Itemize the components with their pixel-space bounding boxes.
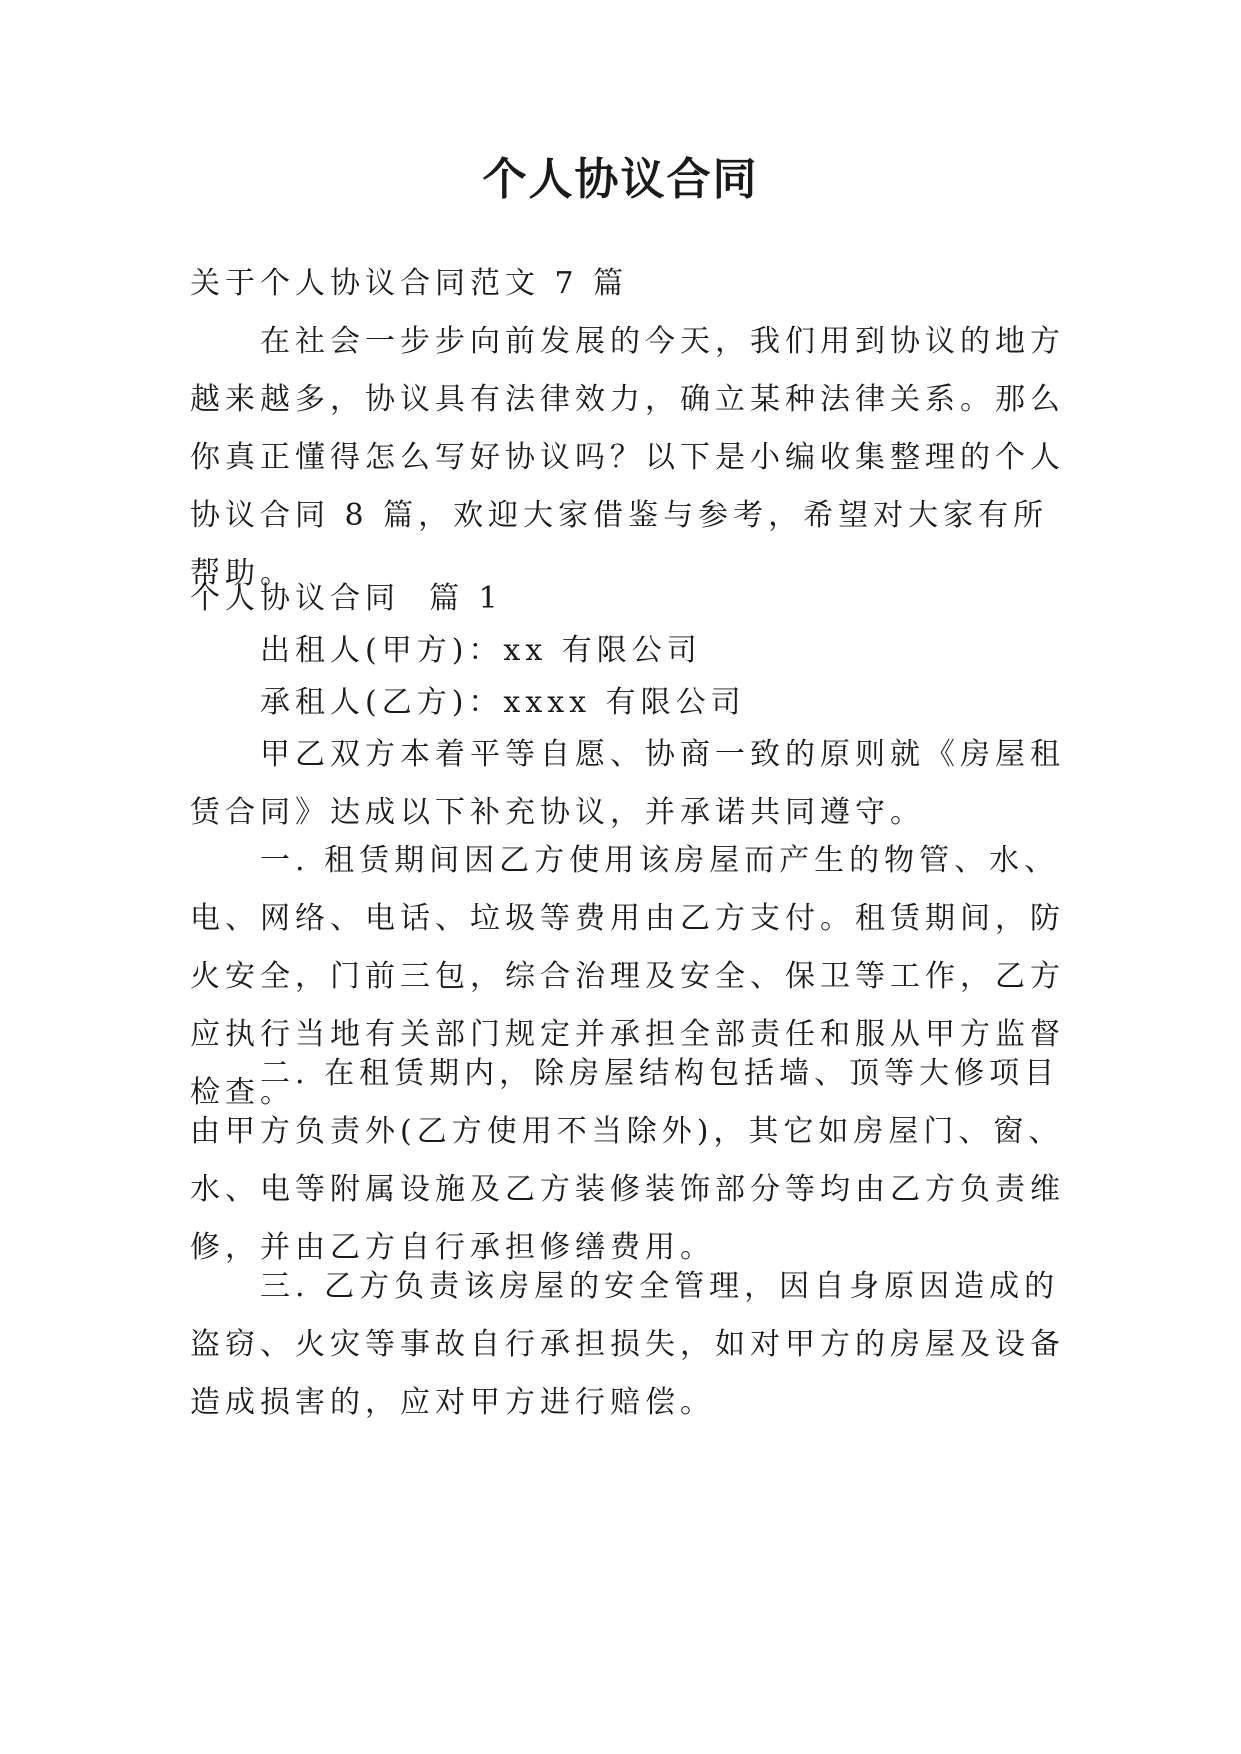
intro-paragraph: 在社会一步步向前发展的今天，我们用到协议的地方越来越多，协议具有法律效力，确立某种法律关系。那么你真正懂得怎么写好协议吗？以下是小编收集整理的个人协议合同 8 篇，欢迎大家借鉴与参考，希望对大家有所帮助。	[190, 324, 1065, 591]
lessee-line: 承租人(乙方)：xxxx 有限公司	[260, 685, 746, 720]
document-subtitle: 关于个人协议合同范文 7 篇	[190, 266, 629, 301]
section-heading: 个人协议合同 篇 1	[190, 581, 503, 616]
clause-3-paragraph: 三. 乙方负责该房屋的安全管理，因自身原因造成的盗窃、火灾等事故自行承担损失，如对甲方的房屋及设备造成损害的，应对甲方进行赔偿。	[190, 1269, 1065, 1420]
document-title: 个人协议合同	[482, 154, 759, 205]
agreement-paragraph: 甲乙双方本着平等自愿、协商一致的原则就《房屋租赁合同》达成以下补充协议，并承诺共同遵守。	[190, 737, 1065, 830]
clause-1-paragraph: 一. 租赁期间因乙方使用该房屋而产生的物管、水、电、网络、电话、垃圾等费用由乙方支付。租赁期间，防火安全，门前三包，综合治理及安全、保卫等工作，乙方应执行当地有关部门规定并承担全部责任和服从甲方监督检查。	[190, 843, 1065, 1110]
lessor-line: 出租人(甲方)：xx 有限公司	[260, 633, 702, 668]
clause-2-paragraph: 二. 在租赁期内，除房屋结构包括墙、顶等大修项目由甲方负责外(乙方使用不当除外)，其它如房屋门、窗、水、电等附属设施及乙方装修装饰部分等均由乙方负责维修，并由乙方自行承担修缮费用。	[190, 1056, 1065, 1265]
